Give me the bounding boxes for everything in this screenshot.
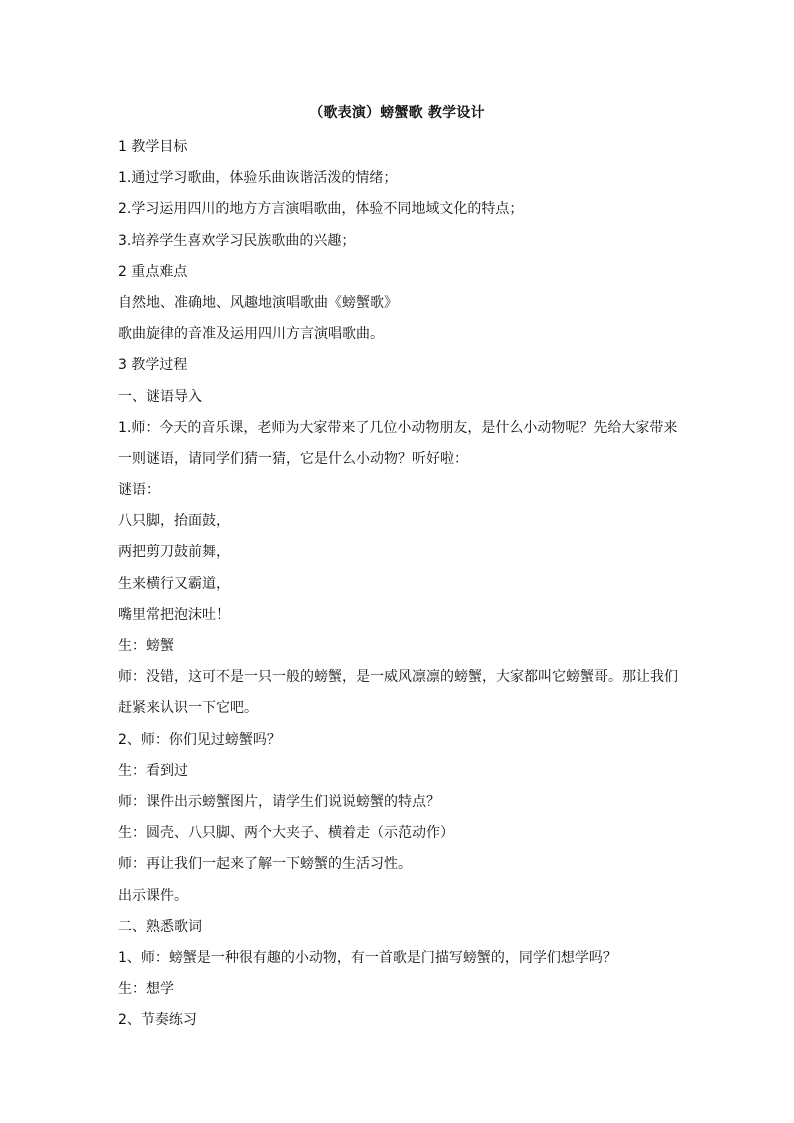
text-line: 2.学习运用四川的地方方言演唱歌曲，体验不同地域文化的特点；	[118, 201, 524, 218]
text-line: 二、熟悉歌词	[118, 918, 202, 935]
text-line: 两把剪刀鼓前舞，	[118, 544, 230, 561]
text-line: 2、节奏练习	[118, 1012, 197, 1029]
text-line: 2、师：你们见过螃蟹吗？	[118, 731, 281, 748]
text-line: 3 教学过程	[118, 357, 188, 374]
text-line: 师：课件出示螃蟹图片，请学生们说说螃蟹的特点？	[118, 793, 440, 810]
text-line: 师：没错，这可不是一只一般的螃蟹，是一威风凛凛的螃蟹，大家都叫它螃蟹哥。那让我们	[118, 669, 678, 686]
text-line: 师：再让我们一起来了解一下螃蟹的生活习性。	[118, 856, 412, 873]
text-line: 3.培养学生喜欢学习民族歌曲的兴趣；	[118, 232, 356, 249]
text-line: 嘴里常把泡沫吐！	[118, 606, 230, 623]
text-line: 1 教学目标	[118, 139, 188, 155]
text-line: 出示课件。	[118, 887, 188, 904]
text-line: 生：螃蟹	[118, 638, 174, 654]
text-line: 一、谜语导入	[118, 388, 202, 405]
document-body	[118, 132, 678, 1036]
text-line: 生：想学	[118, 981, 174, 998]
text-line: 1、师：螃蟹是一种很有趣的小动物，有一首歌是门描写螃蟹的，同学们想学吗？	[118, 949, 617, 966]
text-line: 2 重点难点	[118, 263, 188, 280]
text-line: 赶紧来认识一下它吧。	[118, 700, 258, 717]
text-line: 生：圆壳、八只脚、两个大夹子、横着走（示范动作）	[118, 825, 454, 842]
text-line: 一则谜语，请同学们猜一猜，它是什么小动物？听好啦：	[118, 450, 468, 467]
text-line: 生：看到过	[118, 762, 188, 779]
text-line: 谜语：	[118, 482, 160, 499]
text-line: 自然地、准确地、风趣地演唱歌曲《螃蟹歌》	[118, 294, 398, 311]
text-line: 歌曲旋律的音准及运用四川方言演唱歌曲。	[118, 326, 384, 343]
text-line: 1.通过学习歌曲，体验乐曲诙谐活泼的情绪；	[118, 170, 398, 187]
document-title: （歌表演）螃蟹歌 教学设计	[309, 105, 485, 121]
text-line: 1.师：今天的音乐课，老师为大家带来了几位小动物朋友，是什么小动物呢？先给大家带来	[118, 419, 678, 436]
text-line: 生来横行又霸道，	[118, 575, 230, 592]
text-line: 八只脚，抬面鼓，	[118, 513, 230, 530]
